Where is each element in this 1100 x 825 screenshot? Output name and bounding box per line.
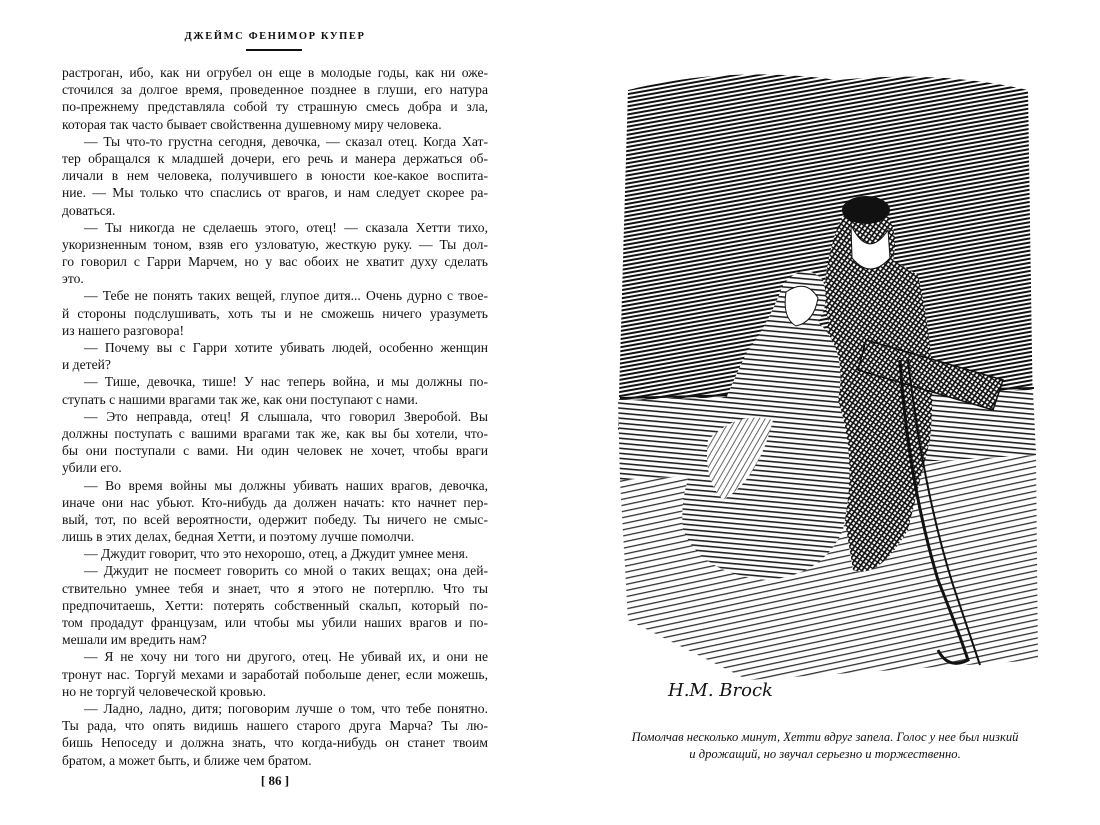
text-line: братом, а может быть, и ближе чем братом. [62,752,312,768]
text-line: — Ты никогда не сделаешь этого, отец! — сказала Хетти тихо, [84,219,488,235]
artist-signature: H.M. Brock [668,680,773,701]
text-line: — Тише, девочка, тише! У нас теперь война, и мы должны по- [84,374,488,390]
running-head-rule [246,49,302,51]
caption-line: и дрожащий, но звучал серьезно и торжественно. [689,747,961,761]
text-line: — Тебе не понять таких вещей, глупое дитя... Очень дурно с твое- [84,288,488,304]
text-line: — Ты что-то грустна сегодня, девочка, — сказал отец. Когда Хат- [84,133,488,149]
text-line: мешали им вредить нам? [62,632,207,648]
illustration-caption [590,729,1060,763]
text-line: укоризненным тоном, взяв его узловатую, жесткую руку. — Ты дол- [62,236,488,252]
page-number: [ 86 ] [260,773,290,788]
body-text [62,64,488,769]
text-line: тронут нас. Торгуй мехами и заработай побольше денег, если можешь, [62,666,488,682]
text-line: тер обращался к младшей дочери, его речь и манера держаться об- [62,150,488,166]
text-line: это. [62,271,84,287]
text-line: — Это неправда, отец! Я слышала, что говорил Зверобой. Вы [84,408,488,424]
text-line: й стороны подслушивать, хоть ты и не сможешь ничего уразуметь [62,305,488,321]
text-line: — Джудит не посмеет говорить со мной о таких вещах; она дей- [84,563,488,579]
engraving-illustration [608,60,1042,720]
text-line: по-прежнему представляла собой ту страшную смесь добра и зла, [62,99,488,115]
text-line: из нашего разговора! [62,322,184,338]
running-head: ДЖЕЙМС ФЕНИМОР КУПЕР [184,31,366,42]
text-line: которая так часто бывает свойственна душевному миру человека. [62,116,442,132]
text-line: и детей? [62,357,111,373]
text-line: — Во время войны мы должны убивать наших врагов, девочка, [84,477,488,493]
right-page [550,0,1100,825]
text-line: том продадут французам, или чтобы мы убили наших врагов и по- [62,615,488,630]
text-line: предпочитаешь, Хетти: потерять собственный скальп, который по- [62,597,488,613]
text-line: доваться. [62,202,116,218]
text-line: бы они поступали с вами. Ни один человек не хочет, чтобы враги [62,443,488,459]
text-line: личали в нем человека, получившего в юности кое-какое воспита- [62,168,488,184]
caption-line: Помолчав несколько минут, Хетти вдруг запела. Голос у нее был низкий [631,730,1019,744]
text-line: ствительно умнее тебя и знает, что я этого не потерплю. Что ты [62,580,488,596]
text-line: — Почему вы с Гарри хотите убивать людей, особенно женщин [84,340,488,355]
text-line: вый, тот, по всей вероятности, одержит победу. Ты ничего не смыс- [62,511,488,527]
text-line: ние. — Мы только что спаслись от врагов, и нам следует скорее ра- [62,185,488,201]
text-line: лишь в этих делах, бедная Хетти, и поэтому лучше помолчи. [62,529,415,545]
text-line: сточился за долгое время, проведенное позднее в глуши, его натура [62,82,488,98]
text-line: растроган, ибо, как ни огрубел он еще в молодые годы, как ни оже- [62,65,488,80]
text-line: ступать с нашими врагами так же, как они поступают с нами. [62,391,418,407]
text-line: бишь Непоседу и должна знать, что когда-нибудь он станет твоим [62,735,488,751]
text-line: Ты рада, что опять видишь нашего старого друга Марча? Ты лю- [62,718,488,734]
text-line: но не торгуй человеческой кровью. [62,683,267,699]
text-line: убили его. [62,460,122,476]
text-line: иначе они нас убьют. Кто-нибудь да должен начать: кто начнет пер- [62,494,488,510]
text-line: го говорил с Гарри Марчем, но у вас обоих не хватит духу сделать [62,254,488,270]
text-line: — Джудит говорит, что это нехорошо, отец, а Джудит умнее меня. [84,546,469,562]
text-line: — Я не хочу ни того ни другого, отец. Не убивай их, и они не [84,649,488,665]
text-line: должны поступать с вашими врагами так же, как вы бы хотели, что- [62,425,488,441]
text-line: — Ладно, ладно, дитя; поговорим лучше о том, что тебе понятно. [84,700,488,716]
